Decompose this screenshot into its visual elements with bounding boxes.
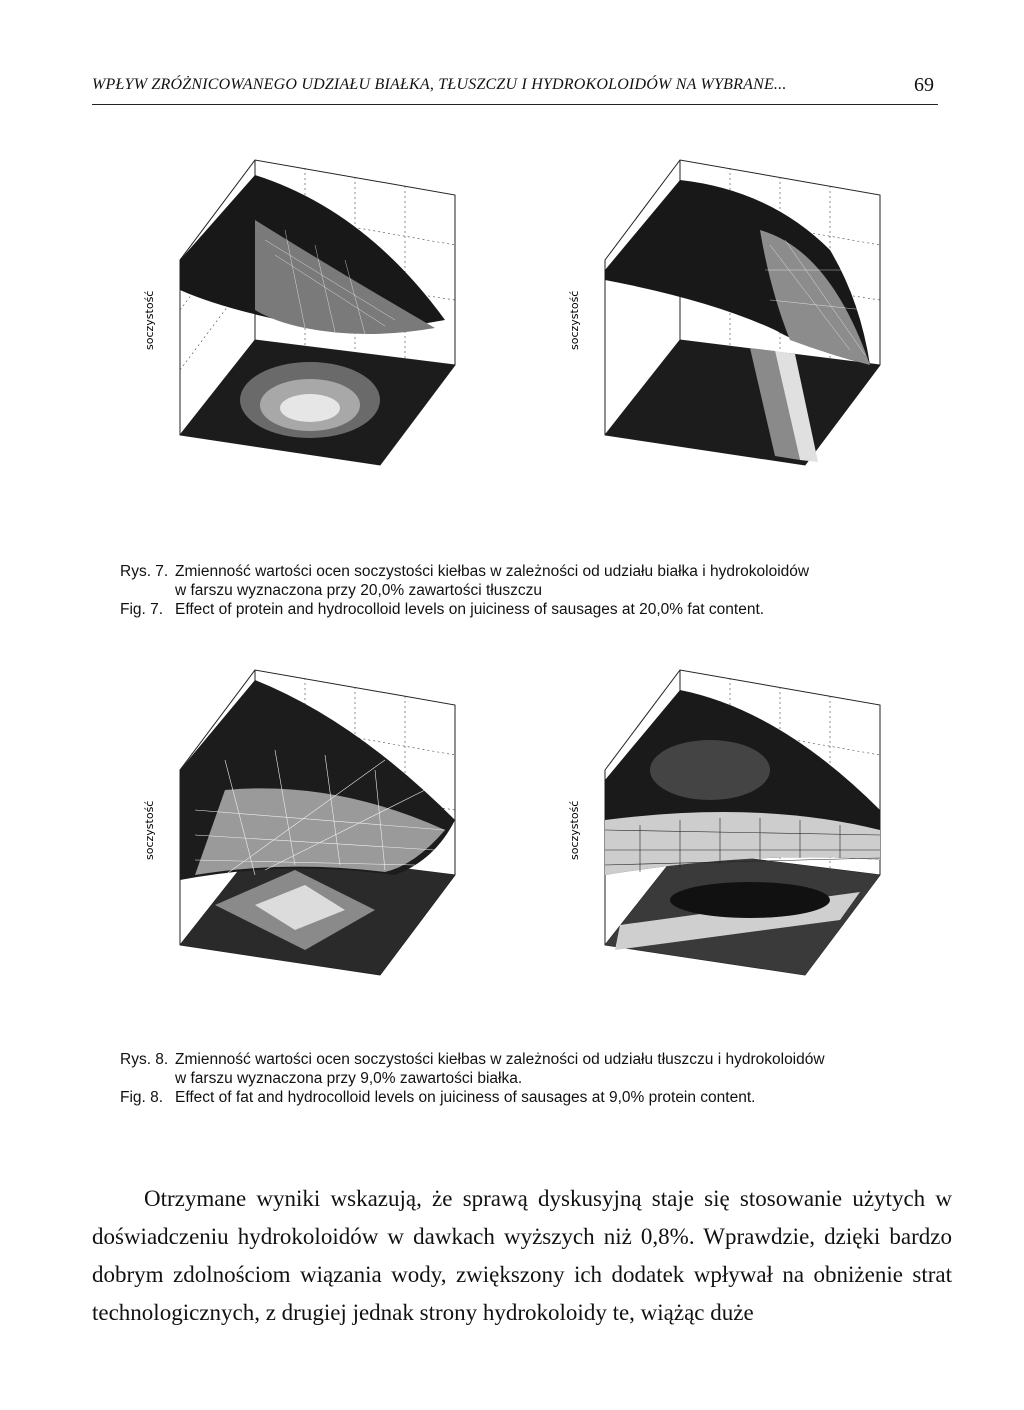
caption-fig-8: Fig. 8. Effect of fat and hydrocolloid levels on juiciness of sausages at 9,0% protein content.: [120, 1089, 756, 1106]
caption-rys-8: Rys. 8. Zmienność wartości ocen soczystości kiełbas w zależności od udziału tłuszczu i hydrokoloidów w farszu wyznaczona przy 9,0% zawartości białka.: [120, 1051, 825, 1087]
surface-plot-8a: [135, 660, 485, 1025]
z-axis-label-8b: soczystość: [568, 800, 581, 860]
z-axis-label-8a: soczystość: [143, 800, 156, 860]
running-head: [92, 74, 938, 105]
figure-8-plot-left: [135, 660, 515, 1025]
surface-plot-7a: [135, 150, 485, 515]
body-paragraph: Otrzymane wyniki wskazują, że sprawą dyskusyjną staje się stosowanie użytych w doświadczeniu hydrokoloidów w dawkach wyższych niż 0,8%. Wprawdzie, dzięki bardzo dobrym zdolnościom wiązania wody, zwiększony ich dodatek wpływał na obniżenie strat technologicznych, z drugiej jednak strony hydrokoloidy te, wiążąc duże: [92, 1186, 952, 1325]
figure-7-caption: [120, 562, 960, 619]
surface-plot-7b: [560, 150, 910, 515]
surface-plot-8b: [560, 660, 910, 1025]
body-text: [92, 1180, 952, 1332]
caption-fig-7: Fig. 7. Effect of protein and hydrocolloid levels on juiciness of sausages at 20,0% fat content.: [120, 601, 765, 618]
z-axis-label-7a: soczystość: [143, 290, 156, 350]
running-head-title: WPŁYW ZRÓŻNICOWANEGO UDZIAŁU BIAŁKA, TŁUSZCZU I HYDROKOLOIDÓW NA WYBRANE...: [92, 76, 787, 93]
figure-7-plot-right: [560, 150, 940, 515]
figure-7: [120, 150, 910, 520]
figure-8-caption: [120, 1050, 960, 1107]
figure-8-plot-right: [560, 660, 940, 1025]
figure-8: [120, 660, 910, 1030]
figure-7-plot-left: [135, 150, 515, 515]
z-axis-label-7b: soczystość: [568, 290, 581, 350]
caption-rys-7: Rys. 7. Zmienność wartości ocen soczystości kiełbas w zależności od udziału białka i hydrokoloidów w farszu wyznaczona przy 20,0% zawartości tłuszczu: [120, 563, 810, 599]
page-number: 69: [914, 74, 934, 96]
